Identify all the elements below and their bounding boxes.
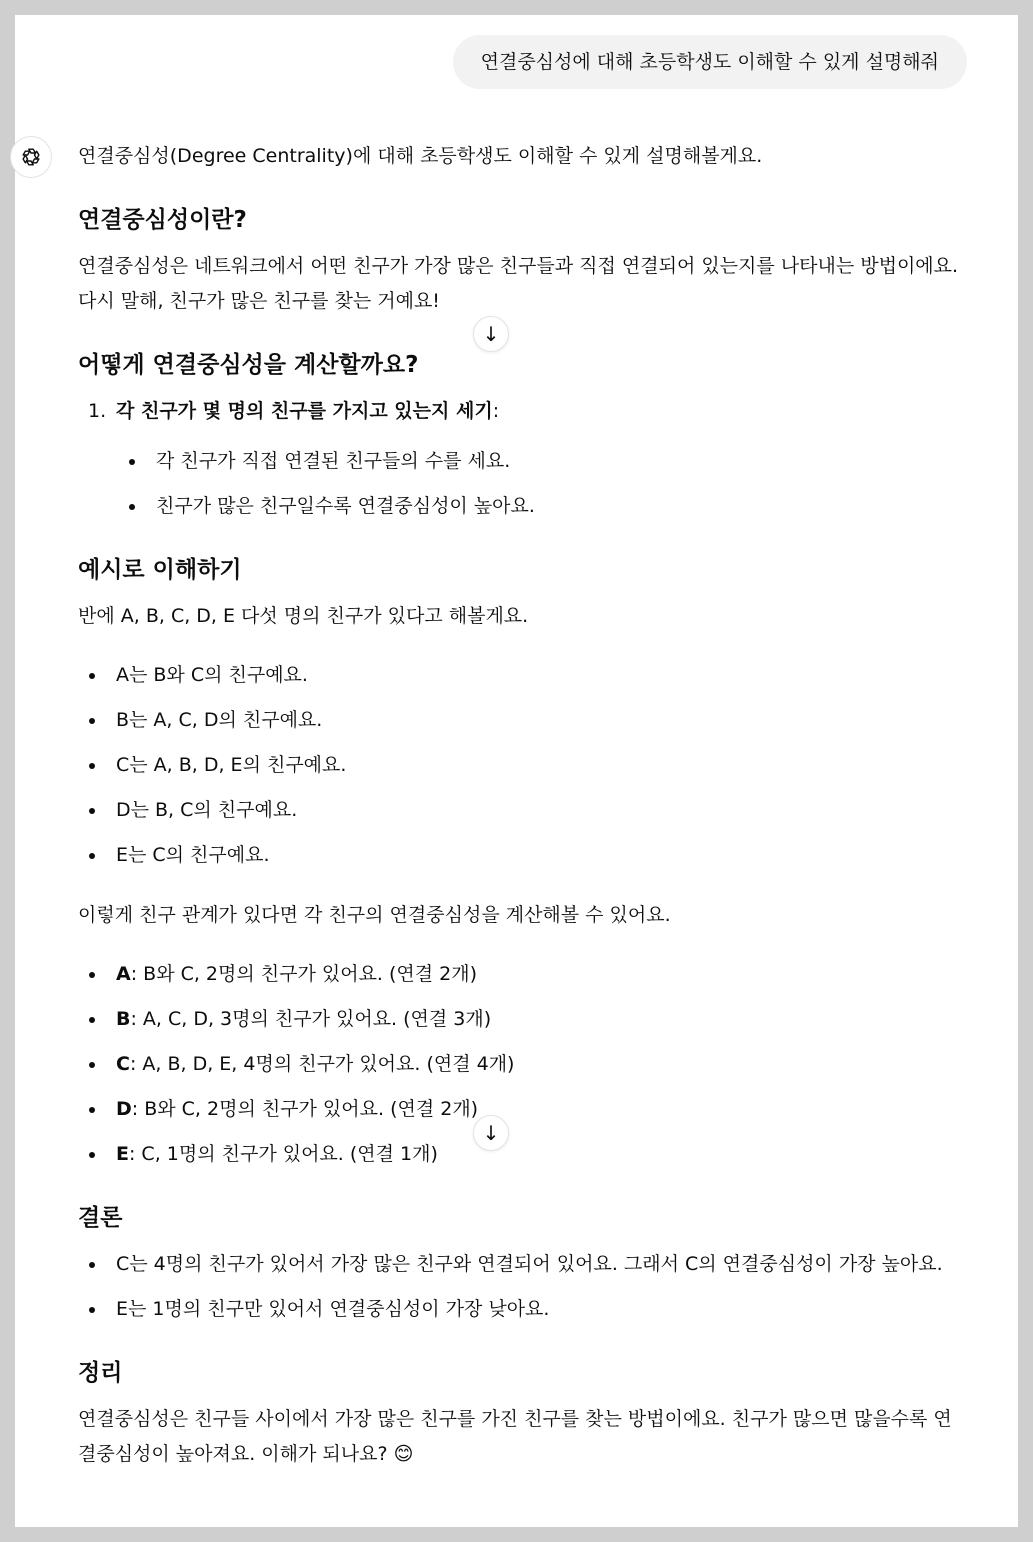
- calculation-steps: [78, 394, 970, 429]
- openai-logo-icon: [19, 145, 43, 169]
- friend-label: D: [116, 1098, 132, 1120]
- friend-label: E: [116, 1143, 129, 1165]
- list-item: C는 4명의 친구가 있어서 가장 많은 친구와 연결되어 있어요. 그래서 C의 연결중심성이 가장 높아요.: [78, 1247, 970, 1282]
- list-item: [78, 1002, 970, 1037]
- list-item: 각 친구가 직접 연결된 친구들의 수를 세요.: [78, 444, 970, 479]
- list-item: E는 1명의 친구만 있어서 연결중심성이 가장 낮아요.: [78, 1292, 970, 1327]
- step-colon: :: [492, 400, 500, 422]
- conclusion-list: [78, 1247, 970, 1327]
- list-item: C는 A, B, D, E의 친구예요.: [78, 748, 970, 783]
- list-item: [78, 957, 970, 992]
- user-message-bubble: 연결중심성에 대해 초등학생도 이해할 수 있게 설명해줘: [453, 35, 967, 89]
- list-item: B는 A, C, D의 친구예요.: [78, 703, 970, 738]
- assistant-message: [78, 139, 970, 1472]
- list-item: A는 B와 C의 친구예요.: [78, 658, 970, 693]
- example-intro: 반에 A, B, C, D, E 다섯 명의 친구가 있다고 해볼게요.: [78, 605, 529, 627]
- step-title: 각 친구가 몇 명의 친구를 가지고 있는지 세기: [116, 400, 493, 422]
- example-middle-text: 이렇게 친구 관계가 있다면 각 친구의 연결중심성을 계산해볼 수 있어요.: [78, 904, 671, 926]
- friend-count-text: : C, 1명의 친구가 있어요. (연결 1개): [128, 1143, 438, 1165]
- section-heading-example: 예시로 이해하기: [78, 557, 242, 583]
- scroll-down-button[interactable]: [473, 316, 509, 352]
- scroll-down-button[interactable]: [473, 1115, 509, 1151]
- calculation-sub-items: [78, 444, 970, 524]
- friend-count-text: : A, C, D, 3명의 친구가 있어요. (연결 3개): [130, 1008, 492, 1030]
- arrow-down-icon: ↓: [482, 1121, 500, 1145]
- summary-text: 연결중심성은 친구들 사이에서 가장 많은 친구를 가진 친구를 찾는 방법이에요. 친구가 많으면 많을수록 연결중심성이 높아져요. 이해가 되나요? 😊: [78, 1408, 952, 1465]
- list-item: [78, 1092, 970, 1127]
- intro-text: 연결중심성(Degree Centrality)에 대해 초등학생도 이해할 수 있게 설명해볼게요.: [78, 145, 763, 167]
- list-item: E는 C의 친구예요.: [78, 838, 970, 873]
- arrow-down-icon: ↓: [482, 322, 500, 346]
- section-heading-conclusion: 결론: [78, 1205, 123, 1231]
- section-heading-calculation: 어떻게 연결중심성을 계산할까요?: [78, 352, 419, 378]
- step-number: 1.: [88, 400, 107, 422]
- assistant-avatar: [10, 136, 52, 178]
- list-item: [78, 1137, 970, 1172]
- list-item: [78, 394, 970, 429]
- section-heading-summary: 정리: [78, 1360, 123, 1386]
- friend-count-text: : A, B, D, E, 4명의 친구가 있어요. (연결 4개): [129, 1053, 515, 1075]
- friend-label: A: [116, 963, 131, 985]
- list-item: [78, 1047, 970, 1082]
- friend-label: B: [116, 1008, 131, 1030]
- friend-count-text: : B와 C, 2명의 친구가 있어요. (연결 2개): [131, 1098, 479, 1120]
- friend-count-text: : B와 C, 2명의 친구가 있어요. (연결 2개): [130, 963, 478, 985]
- section-heading-definition: 연결중심성이란?: [78, 207, 247, 233]
- friend-label: C: [116, 1053, 130, 1075]
- chat-panel: [15, 15, 1018, 1527]
- list-item: 친구가 많은 친구일수록 연결중심성이 높아요.: [78, 489, 970, 524]
- definition-text: 연결중심성은 네트워크에서 어떤 친구가 가장 많은 친구들과 직접 연결되어 있는지를 나타내는 방법이에요. 다시 말해, 친구가 많은 친구를 찾는 거예요!: [78, 255, 959, 312]
- relations-list: [78, 658, 970, 873]
- counts-list: [78, 957, 970, 1172]
- list-item: D는 B, C의 친구예요.: [78, 793, 970, 828]
